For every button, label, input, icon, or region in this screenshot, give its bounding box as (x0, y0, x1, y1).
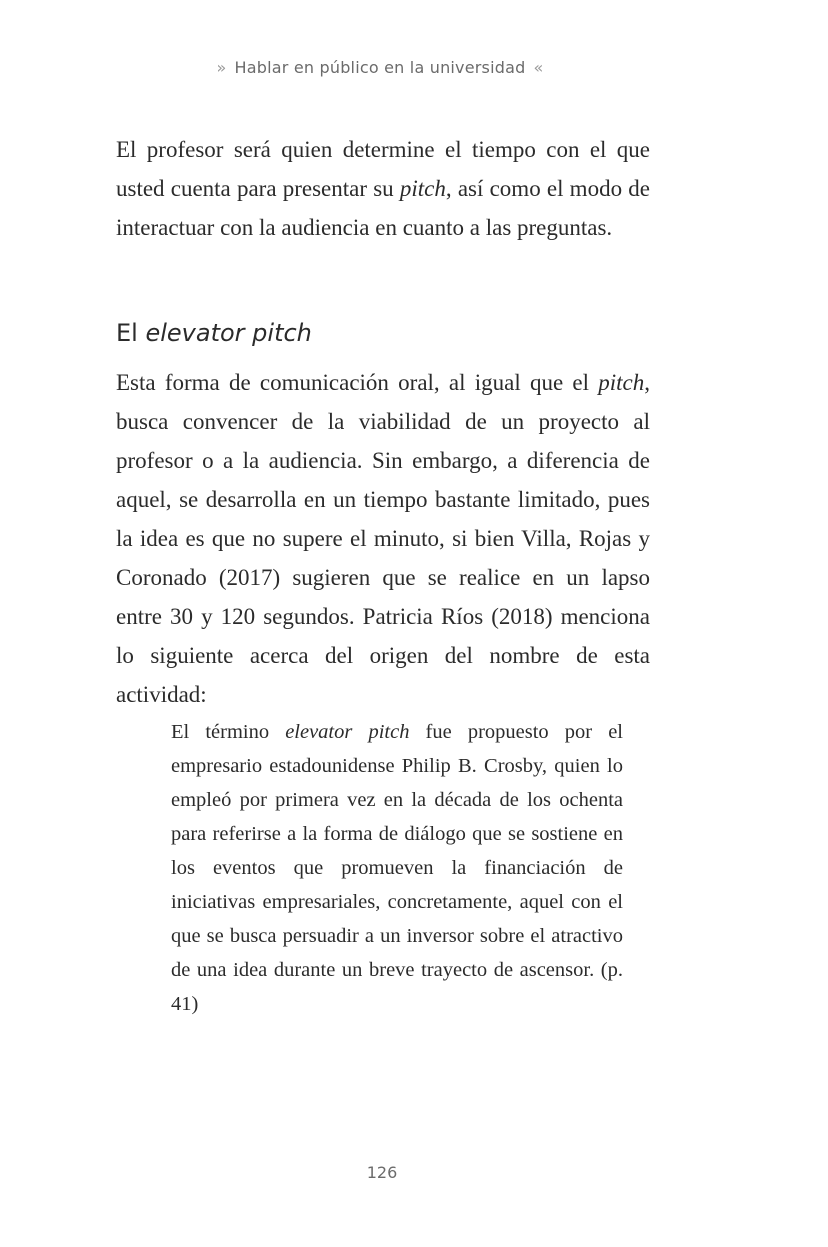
section-heading (116, 316, 312, 350)
paragraph-elevator-pitch (116, 363, 650, 714)
section-heading-italic: elevator pitch (145, 319, 312, 347)
paragraph-intro-text-a: El profesor será quien determine el tiempo con el que usted cuenta para presentar su (116, 137, 650, 201)
paragraph-elevator-text-a: Esta forma de comunicación oral, al igual que el (116, 370, 599, 395)
chevron-right-icon: » (216, 58, 227, 77)
running-header (0, 58, 760, 77)
paragraph-elevator-text-b: , busca convencer de la viabilidad de un proyecto al profesor o a la audiencia. Sin embargo, a diferencia de aquel, se desarrolla en un tiempo bastante limitado, pues la idea es que no supere el minuto, si bien Villa, Rojas y Coronado (2017) sugieren que se realice en un lapso entre 30 y 120 segundos. Patricia Ríos (2018) menciona lo siguiente acerca del origen del nombre de esta actividad: (116, 370, 650, 707)
block-quote (171, 715, 623, 1021)
section-heading-plain: El (116, 319, 146, 347)
quote-text-a: El término (171, 721, 286, 743)
page-number: 126 (366, 1163, 398, 1182)
chevron-left-icon: « (533, 58, 544, 77)
quote-italic: elevator pitch (285, 721, 410, 743)
paragraph-intro-text-b: , así como el modo de interactuar con la audiencia en cuanto a las preguntas. (116, 176, 650, 240)
paragraph-intro-italic: pitch (399, 176, 446, 201)
paragraph-intro (116, 130, 650, 247)
quote-text-b: fue propuesto por el empresario estadounidense Philip B. Crosby, quien lo empleó por primera vez en la década de los ochenta para referirse a la forma de diálogo que se sostiene en los eventos que promueven la financiación de iniciativas empresariales, concretamente, aquel con el que se busca persuadir a un inversor sobre el atractivo de una idea durante un breve trayecto de ascensor. (p. 41) (171, 721, 624, 1015)
running-header-title: Hablar en público en la universidad (234, 58, 526, 77)
paragraph-elevator-italic: pitch (598, 370, 645, 395)
